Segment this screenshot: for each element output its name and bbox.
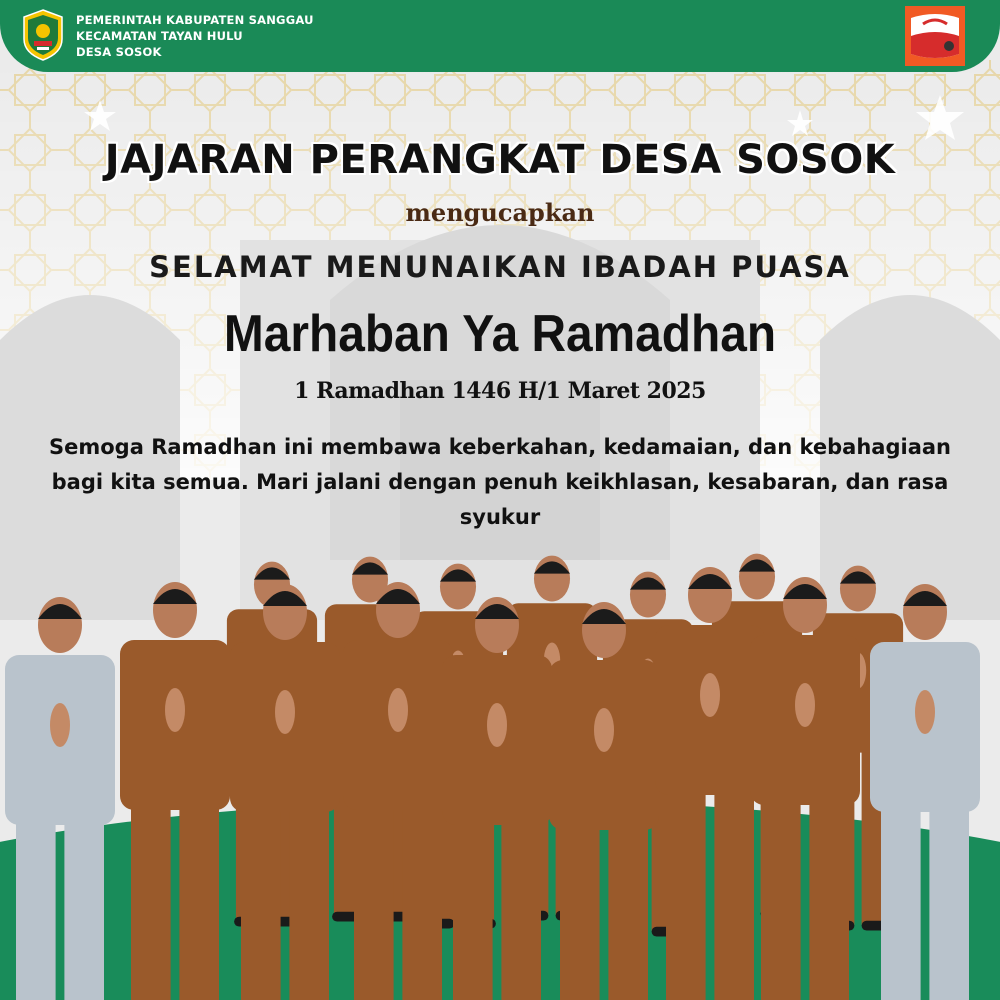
person-figure: [750, 577, 860, 1000]
group-photo: [0, 540, 1000, 1000]
subtitle: mengucapkan: [405, 198, 595, 227]
header-line-village: DESA SOSOK: [76, 45, 162, 59]
regency-emblem-icon: [22, 9, 64, 61]
person-figure: [120, 582, 230, 1000]
person-figure: [5, 597, 115, 1000]
person-figure: [870, 584, 980, 1000]
header-bar: [0, 0, 1000, 72]
independence-badge-icon: [905, 6, 965, 66]
headline: Marhaban Ya Ramadhan: [223, 305, 777, 363]
government-header-text: [76, 12, 314, 60]
date-line: 1 Ramadhan 1446 H/1 Maret 2025: [294, 378, 706, 404]
header-line-regency: PEMERINTAH KABUPATEN SANGGAU: [76, 13, 314, 27]
person-figure: [549, 602, 659, 1000]
message: Semoga Ramadhan ini membawa keberkahan, kedamaian, dan kebahagiaan bagi kita semua. Mari jalani dengan penuh keikhlasan, kesabaran, dan rasa syukur: [49, 435, 951, 529]
header-line-district: KECAMATAN TAYAN HULU: [76, 29, 243, 43]
main-title: JAJARAN PERANGKAT DESA SOSOK: [104, 137, 896, 183]
person-figure: [343, 582, 453, 1000]
person-figure: [230, 584, 340, 1000]
person-figure: [655, 567, 765, 1000]
person-figure: [442, 597, 552, 1000]
greeting: SELAMAT MENUNAIKAN IBADAH PUASA: [149, 250, 851, 284]
